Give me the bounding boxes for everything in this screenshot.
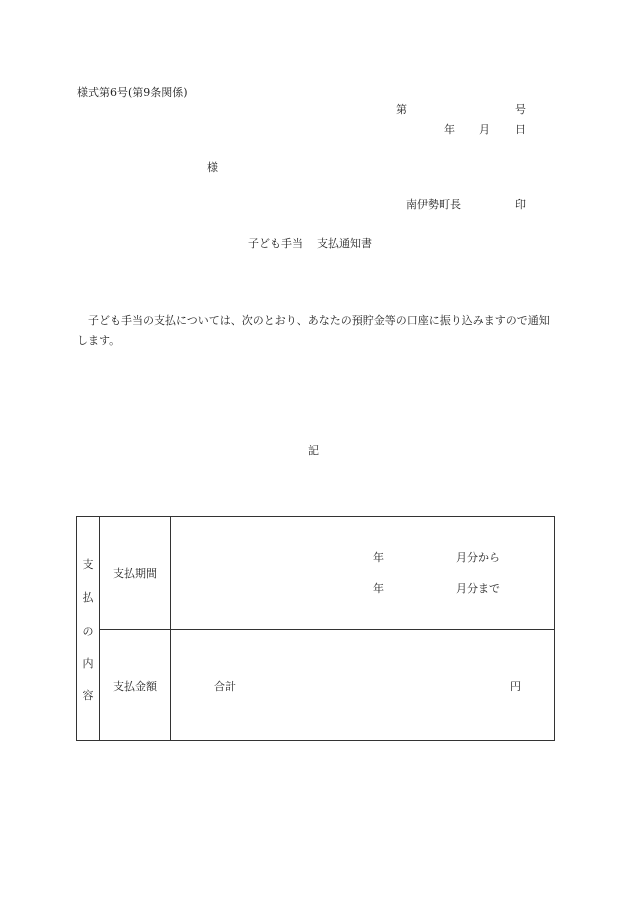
date-year-label: 年 bbox=[444, 123, 455, 136]
payment-details-table bbox=[76, 516, 555, 741]
period-to-year: 年 bbox=[373, 582, 384, 595]
document-number-suffix: 号 bbox=[515, 103, 526, 116]
issuer-name: 南伊勢町長 bbox=[406, 198, 461, 211]
form-number: 様式第6号(第9条関係) bbox=[77, 86, 188, 99]
period-to-month: 月分まで bbox=[456, 582, 500, 595]
row-divider bbox=[100, 629, 554, 630]
ki-heading: 記 bbox=[308, 444, 319, 457]
yen-unit: 円 bbox=[510, 680, 521, 693]
date-day-label: 日 bbox=[515, 123, 526, 136]
side-header-char: 支 bbox=[82, 558, 94, 571]
seal-mark: 印 bbox=[515, 198, 526, 211]
addressee-honorific: 様 bbox=[207, 161, 218, 174]
notice-body: 子ども手当の支払については、次のとおり、あなたの預貯金等の口座に振り込みますので通知します。 bbox=[77, 314, 550, 347]
payment-period-label: 支払期間 bbox=[113, 567, 157, 580]
period-from-year: 年 bbox=[373, 551, 384, 564]
side-header-char: 容 bbox=[82, 689, 94, 702]
document-number-prefix: 第 bbox=[396, 103, 407, 116]
side-header-column bbox=[77, 517, 100, 740]
total-label: 合計 bbox=[214, 680, 236, 693]
date-month-label: 月 bbox=[479, 123, 490, 136]
side-header-char: 内 bbox=[82, 657, 94, 670]
side-header-char: の bbox=[82, 625, 94, 638]
side-header-char: 払 bbox=[82, 591, 94, 604]
document-title bbox=[248, 238, 372, 249]
title-part-2: 支払通知書 bbox=[317, 237, 372, 250]
period-from-month: 月分から bbox=[456, 551, 500, 564]
payment-amount-label: 支払金額 bbox=[113, 680, 157, 693]
title-part-1: 子ども手当 bbox=[248, 237, 303, 250]
